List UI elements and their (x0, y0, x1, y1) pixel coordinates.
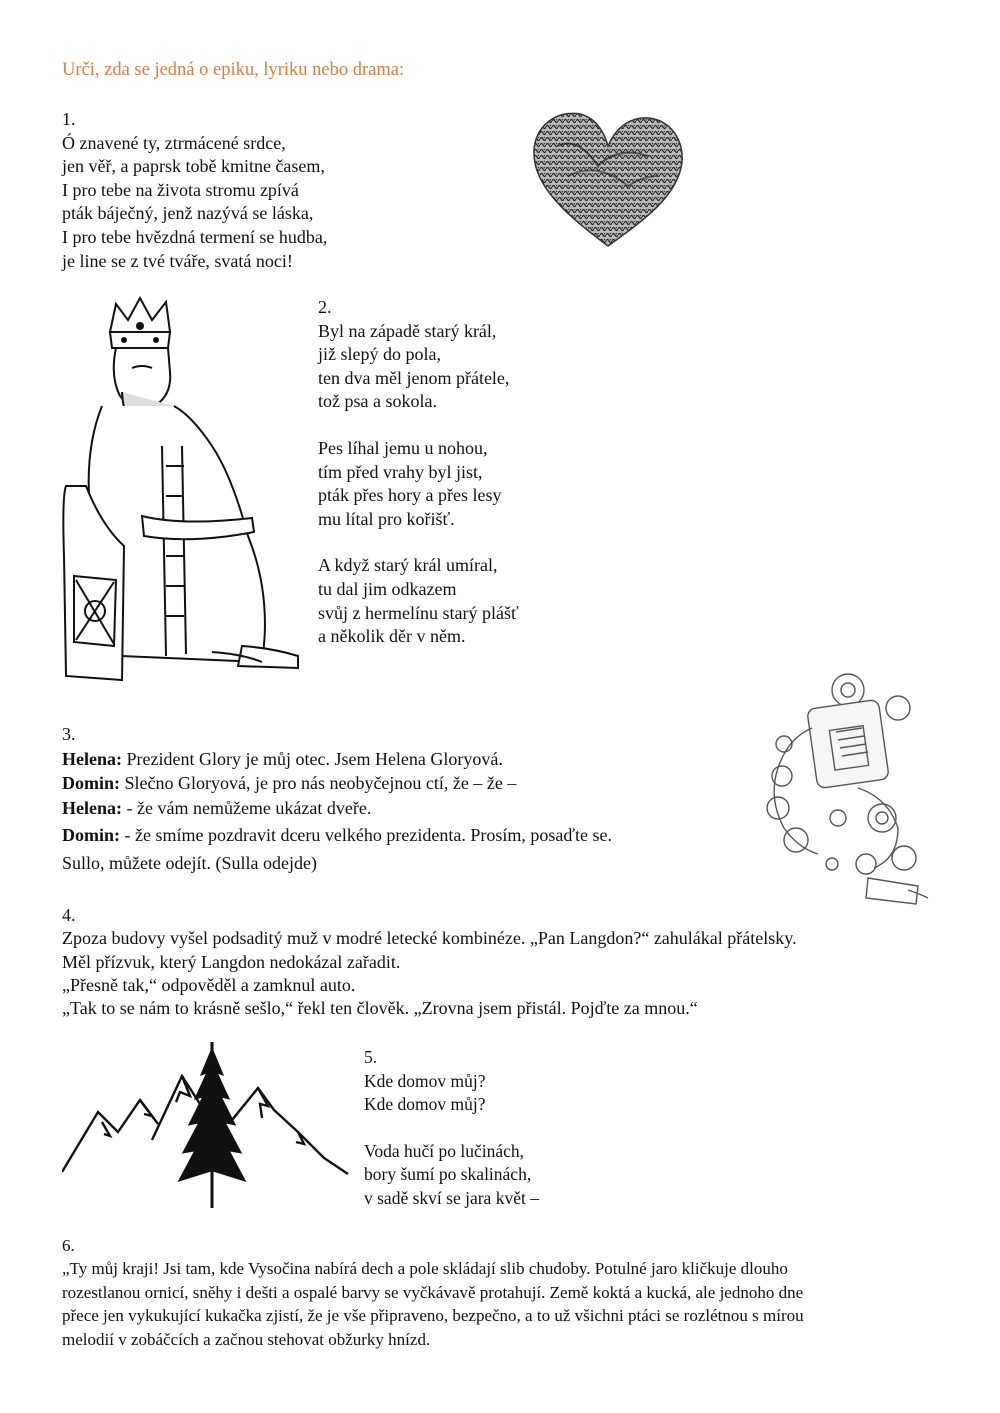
poem-line: I pro tebe hvězdná termení se hudba, (62, 226, 328, 247)
poem-line: svůj z hermelínu starý plášť (318, 602, 519, 623)
poem-line: tu dal jim odkazem (318, 578, 457, 599)
prose-line: melodií v zobáčcích a začnou stehovat obžurky hnízd. (62, 1329, 431, 1349)
poem-line: již slepý do pola, (318, 344, 441, 365)
prose-line: rozestlanou ornicí, sněhy i dešti a ospalé barvy se vyčkávavě protahují. Země koktá a kucká, ale jednoho dne (62, 1282, 804, 1302)
section-1 (62, 108, 327, 273)
prose-line: Zpoza budovy vyšel podsaditý muž v modré letecké kombinéze. „Pan Langdon?“ zahulákal přátelsky. (62, 928, 797, 949)
poem-line: tož psa a sokola. (318, 391, 437, 412)
prose-line: „Přesně tak,“ odpověděl a zamknul auto. (62, 974, 356, 995)
section-6 (62, 1234, 804, 1351)
poem-line: bory šumí po skalinách, (364, 1164, 532, 1184)
section-2 (318, 296, 519, 649)
section-number: 4. (62, 905, 76, 925)
speech-text: - že smíme pozdravit dceru velkého prezidenta. Prosím, posaďte se. (120, 825, 612, 845)
poem-line: Pes líhal jemu u nohou, (318, 437, 488, 458)
poem-line: Kde domov můj? (364, 1094, 486, 1114)
robot-illustration (748, 668, 933, 913)
speech-text: Prezident Glory je můj otec. Jsem Helena Gloryová. (122, 748, 503, 769)
poem-line: jen věř, a paprsk tobě kmitne časem, (62, 156, 325, 177)
poem-line: ten dva měl jenom přátele, (318, 367, 510, 388)
poem-line: pták báječný, jenž nazývá se láska, (62, 203, 314, 224)
speech-text: Sullo, můžete odejít. (Sulla odejde) (62, 852, 317, 873)
speech-text: - že vám nemůžeme ukázat dveře. (122, 797, 372, 818)
section-4 (62, 904, 797, 1020)
section-number: 1. (62, 109, 76, 129)
mountains-illustration (62, 1040, 352, 1210)
dialogue-line (62, 747, 612, 772)
king-illustration (62, 296, 307, 686)
poem-line: I pro tebe na života stromu zpívá (62, 179, 299, 200)
section-number: 5. (364, 1047, 378, 1067)
prose-line: „Tak to se nám to krásně sešlo,“ řekl ten člověk. „Zrovna jsem přistál. Pojďte za mnou.“ (62, 998, 698, 1019)
prose-line: přece jen vykukující kukačka zjistí, že je vše připraveno, bezpečno, a to už všichni ptáci se rozlétnou s mírou (62, 1306, 804, 1326)
section-number: 6. (62, 1236, 75, 1255)
speaker-name: Domin: (62, 825, 120, 845)
dialogue-line (62, 823, 612, 848)
speaker-name: Helena: (62, 748, 122, 769)
poem-line: pták přes hory a přes lesy (318, 485, 502, 506)
heart-illustration (528, 106, 688, 252)
poem-line: a několik děr v něm. (318, 626, 466, 647)
poem-line: Kde domov můj? (364, 1070, 486, 1091)
dialogue-line (62, 851, 612, 876)
section-3 (62, 722, 612, 875)
prose-line: Měl přízvuk, který Langdon nedokázal zařadit. (62, 951, 401, 972)
section-number: 3. (62, 724, 76, 744)
poem-line: Byl na západě starý král, (318, 320, 497, 341)
speaker-name: Domin: (62, 773, 120, 793)
poem-line: v sadě skví se jara květ – (364, 1187, 539, 1208)
dialogue-line (62, 796, 612, 821)
speech-text: Slečno Gloryová, je pro nás neobyčejnou ctí, že – že – (120, 773, 517, 793)
poem-line: tím před vrahy byl jist, (318, 461, 483, 482)
poem-line: je line se z tvé tváře, svatá noci! (62, 250, 293, 271)
poem-line: A když starý král umíral, (318, 555, 498, 576)
section-5 (364, 1046, 539, 1210)
speaker-name: Helena: (62, 797, 122, 818)
prose-line: „Ty můj kraji! Jsi tam, kde Vysočina nabírá dech a pole skládají slib chudoby. Potulné jaro kličkuje dlouho (62, 1259, 788, 1279)
dialogue-line (62, 771, 612, 796)
poem-line: mu lítal pro kořišť. (318, 508, 455, 529)
worksheet-title: Urči, zda se jedná o epiku, lyriku nebo drama: (62, 60, 405, 80)
poem-line: Voda hučí po lučinách, (364, 1140, 525, 1161)
poem-line: Ó znavené ty, ztrmácené srdce, (62, 132, 286, 153)
section-number: 2. (318, 297, 332, 317)
